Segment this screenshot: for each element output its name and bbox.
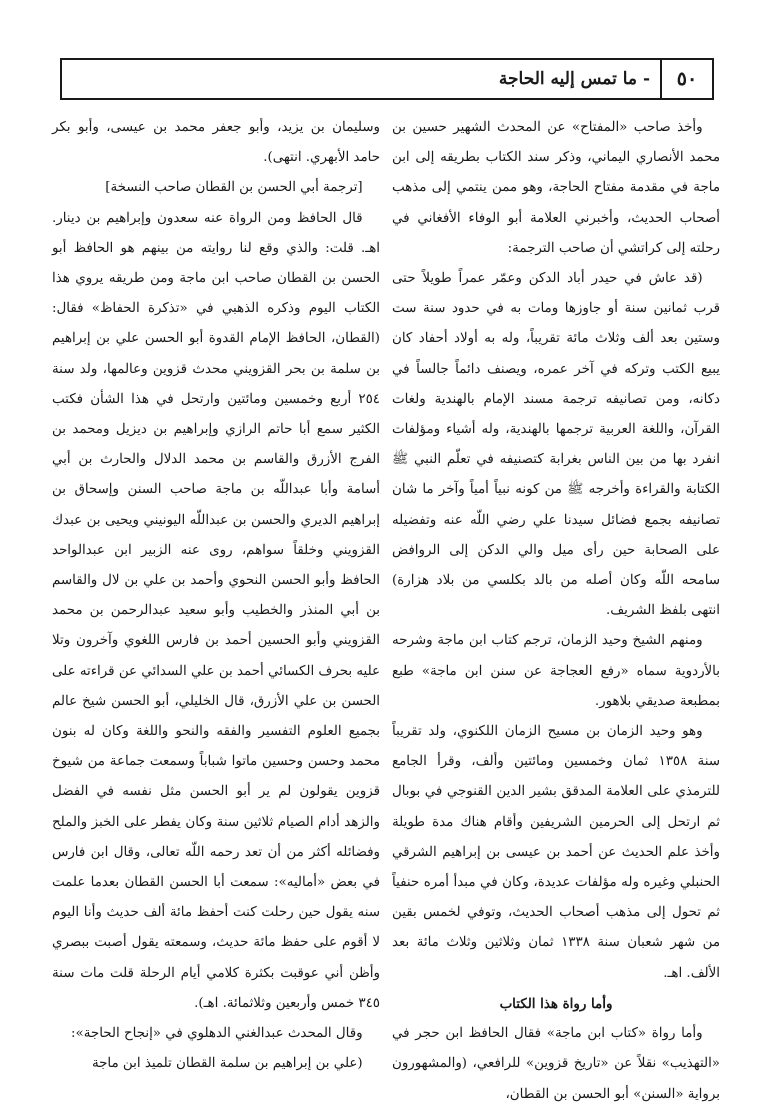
paragraph: وهو وحيد الزمان بن مسيح الزمان اللكنوي، ولد تقريباً سنة ١٣٥٨ ثمان وخمسين ومائتين وألف، وقرأ الجامع للترمذي على العلامة المدقق بشير الدين القنوجي في بوبال ثم ارتحل إلى الحرمين الشريفين وأقام هناك مدة طويلة وأخذ علم الحديث عن أحمد بن عيسى بن إبراهيم الشرقي الحنبلي وغيره وله مؤلفات عديدة، وكان في مبدأ أمره حنفياً ثم تحول إلى مذهب أصحاب الحديث، وتوفي لخمس بقين من شهر شعبان سنة ١٣٣٨ ثمان وثلاثين وثلاث مائة بعد الألف. اهـ. xyxy=(392,724,721,981)
paragraph: قال الحافظ ومن الرواة عنه سعدون وإبراهيم بن دينار. اهـ. قلت: والذي وقع لنا روايته من بينهم هو الحافظ أبو الحسن بن القطان صاحب ابن ماجة ومن طريقه يروي هذا الكتاب اليوم وذكره الذهبي في «تذكرة الحفاظ» فقال: (القطان، الحافظ الإمام القدوة أبو الحسن علي بن إبراهيم بن سلمة بن بحر القزويني محدث قزوين وعالمها، ولد سنة ٢٥٤ أربع وخمسين ومائتين وارتحل في هذا الشأن فكتب الكثير سمع أبا حاتم الرازي وإبراهيم بن ديزيل ومحمد بن الفرج الأزرق والقاسم بن محمد الدلال والحارث بن أبي أسامة وأبا عبداللّه بن ماجة صاحب السنن وإسحاق بن إبراهيم الديري والحسن بن عبداللّه اليونيني ويحيى بن عبدك القزويني وخلقاً سواهم، روى عنه الزبير ابن عبدالواحد الحافظ وأبو الحسن النحوي وأحمد بن علي بن لال والقاسم بن أبي المنذر والخطيب وأبو سعيد عبدالرحمن بن محمد القزويني وأبو الحسين أحمد بن فارس اللغوي وآخرون وتلا عليه بحرف الكسائي أحمد بن علي السدائي عن قراءته على الحسن بن علي الأزرق، قال الخليلي، أبو الحسن شيخ عالم بجميع العلوم التفسير والفقه والنحو واللغة وكان له بنون محمد وحسن وحسين ماتوا شباباً وسمعت جماعة من شيوخ قزوين يقولون لم ير أبو الحسن مثل نفسه في الفضل والزهد أدام الصيام ثلاثين سنة وكان يفطر على الخبز والملح وفضائله أكثر من أن تعد رحمه اللّه تعالى، وقال ابن فارس في بعض «أماليه»: سمعت أبا الحسن القطان بعدما علمت سنه يقول حين رحلت كنت أحفظ مائة ألف حديث وأنا اليوم لا أقوم على حفظ مائة حديث، وسمعته يقول أصبت ببصري وأظن أني عوقبت بكثرة كلامي أيام الرحلة قلت مات سنة ٣٤٥ خمس وأربعين وثلاثمائة. اهـ). xyxy=(52,210,380,1011)
right-column xyxy=(392,113,720,1110)
paragraph: (علي بن إبراهيم بن سلمة القطان تلميذ ابن ماجة xyxy=(91,1056,363,1072)
left-column xyxy=(52,113,380,1080)
paragraph: وسليمان بن يزيد، وأبو جعفر محمد بن عيسى، وأبو بكر حامد الأبهري. انتهى). xyxy=(52,120,380,166)
quotation: (قد عاش في حيدر أباد الدكن وعمّر عمراً طويلاً حتى قرب ثمانين سنة أو جاوزها ومات به في حدود سنة ست وستين بعد ألف وثلاث مائة تقريباً، وله به أولاد أحفاد كان يبيع الكتب وتركه في آخر عمره، ويصنف دائماً جالساً في دكانه، ومن تصانيفه ترجمة مسند الإمام بالهندية ولغات القرآن، واللغة العربية ترجمها بالهندية، وله أشياء ومؤلفات انفرد بها من بين الناس بغرابة كتصنيفه في تعلّم النبي ﷺ الكتابة والقراءة وأخرجه ﷺ من كونه نبياً أمياً وآخر ما شان تصانيفه بجمع فضائل سيدنا علي رضي اللّه عنه وتفضيله على الصحابة حين رأى ميل والي الدكن إلى الروافض سامحه اللّه وكان أصله من بالد بكلسي من بلاد هزارة) انتهى بلفظ الشريف. xyxy=(392,271,720,619)
paragraph: وقال المحدث عبدالغني الدهلوي في «إنجاح الحاجة»: xyxy=(71,1026,363,1042)
page-number: ٥٠ xyxy=(660,60,712,98)
bracket-heading: [ترجمة أبي الحسن بن القطان صاحب النسخة] xyxy=(105,180,363,196)
section-heading: وأما رواة هذا الكتاب xyxy=(499,995,613,1012)
paragraph: وأما رواة «كتاب ابن ماجة» فقال الحافظ ابن حجر في «التهذيب» نقلاً عن «تاريخ قزوين» للرافعي، (والمشهورون برواية «السنن» أبو الحسن بن القطان، xyxy=(392,1026,720,1102)
page-header xyxy=(60,58,714,100)
running-title: - ما تمس إليه الحاجة xyxy=(498,69,650,89)
paragraph: وأخذ صاحب «المفتاح» عن المحدث الشهير حسين بن محمد الأنصاري اليماني، وذكر سند الكتاب بطريقه إلى ابن ماجة في مقدمة مفتاح الحاجة، وهو ممن ينتمي إلى مذهب أصحاب الحديث، وأخبرني العلامة أبو الوفاء الأفغاني في رحلته إلى كراتشي أن صاحب الترجمة: xyxy=(392,120,720,256)
paragraph: ومنهم الشيخ وحيد الزمان، ترجم كتاب ابن ماجة وشرحه بالأردوية سماه «رفع العجاجة عن سنن ابن ماجة» طبع بمطبعة صديقي بلاهور. xyxy=(392,633,720,709)
